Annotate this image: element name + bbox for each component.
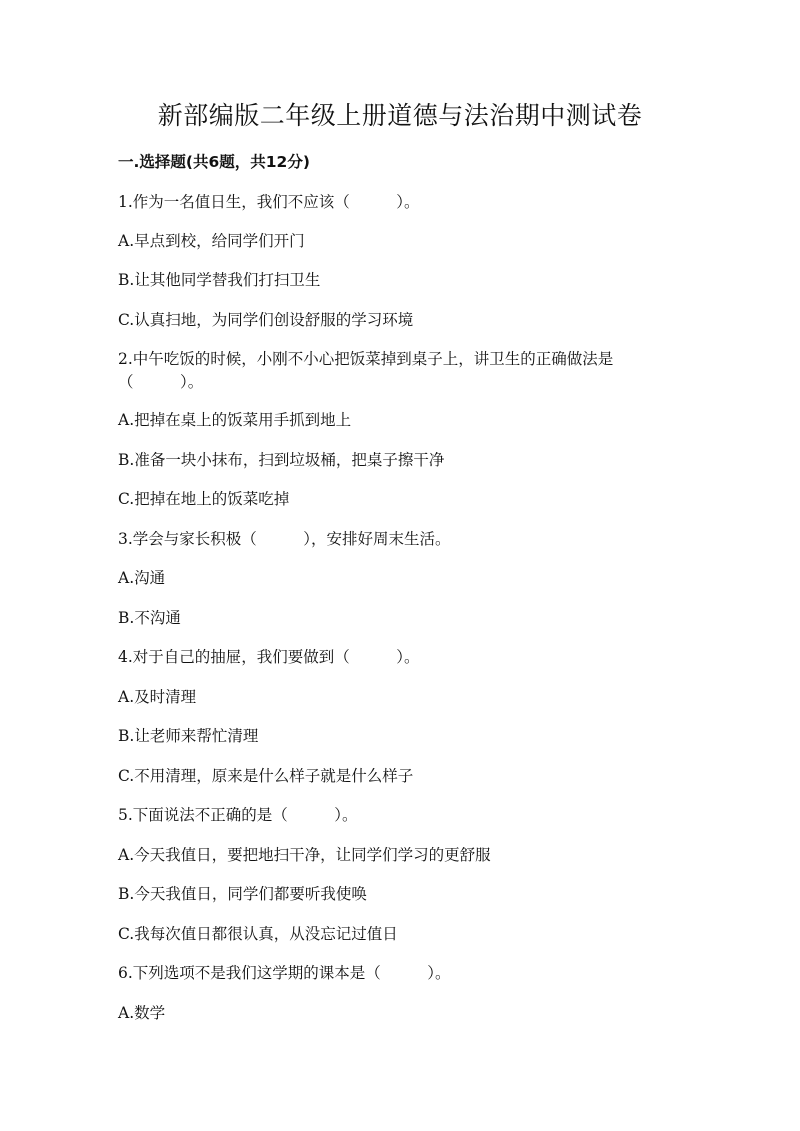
page-title: 新部编版二年级上册道德与法治期中测试卷 <box>157 101 643 130</box>
section-heading: 一.选择题(共6题，共12分) <box>118 153 310 171</box>
q2-option-c: C.把掉在地上的饭菜吃掉 <box>118 490 290 508</box>
q5-option-c: C.我每次值日都很认真，从没忘记过值日 <box>118 925 398 943</box>
question-2: 2.中午吃饭的时候，小刚不小心把饭菜掉到桌子上，讲卫生的正确做法是 <box>118 350 614 368</box>
question-1: 1.作为一名值日生，我们不应该（ ）。 <box>118 193 420 211</box>
q2-option-a: A.把掉在桌上的饭菜用手抓到地上 <box>118 411 352 429</box>
question-3: 3.学会与家长积极（ ），安排好周末生活。 <box>118 530 451 548</box>
q5-option-a: A.今天我值日，要把地扫干净，让同学们学习的更舒服 <box>118 846 491 864</box>
q4-option-b: B.让老师来帮忙清理 <box>118 727 259 745</box>
question-2-continuation: （ ）。 <box>118 373 204 391</box>
q6-option-a: A.数学 <box>118 1004 166 1022</box>
question-5: 5.下面说法不正确的是（ ）。 <box>118 806 358 824</box>
question-6: 6.下列选项不是我们这学期的课本是（ ）。 <box>118 964 451 982</box>
question-4: 4.对于自己的抽屉，我们要做到（ ）。 <box>118 648 420 666</box>
q5-option-b: B.今天我值日，同学们都要听我使唤 <box>118 885 367 903</box>
q3-option-b: B.不沟通 <box>118 609 181 627</box>
q1-option-c: C.认真扫地，为同学们创设舒服的学习环境 <box>118 311 414 329</box>
q4-option-a: A.及时清理 <box>118 688 197 706</box>
q4-option-c: C.不用清理，原来是什么样子就是什么样子 <box>118 767 414 785</box>
q1-option-b: B.让其他同学替我们打扫卫生 <box>118 271 321 289</box>
q1-option-a: A.早点到校，给同学们开门 <box>118 232 305 250</box>
q3-option-a: A.沟通 <box>118 569 166 587</box>
q2-option-b: B.准备一块小抹布，扫到垃圾桶，把桌子擦干净 <box>118 451 445 469</box>
